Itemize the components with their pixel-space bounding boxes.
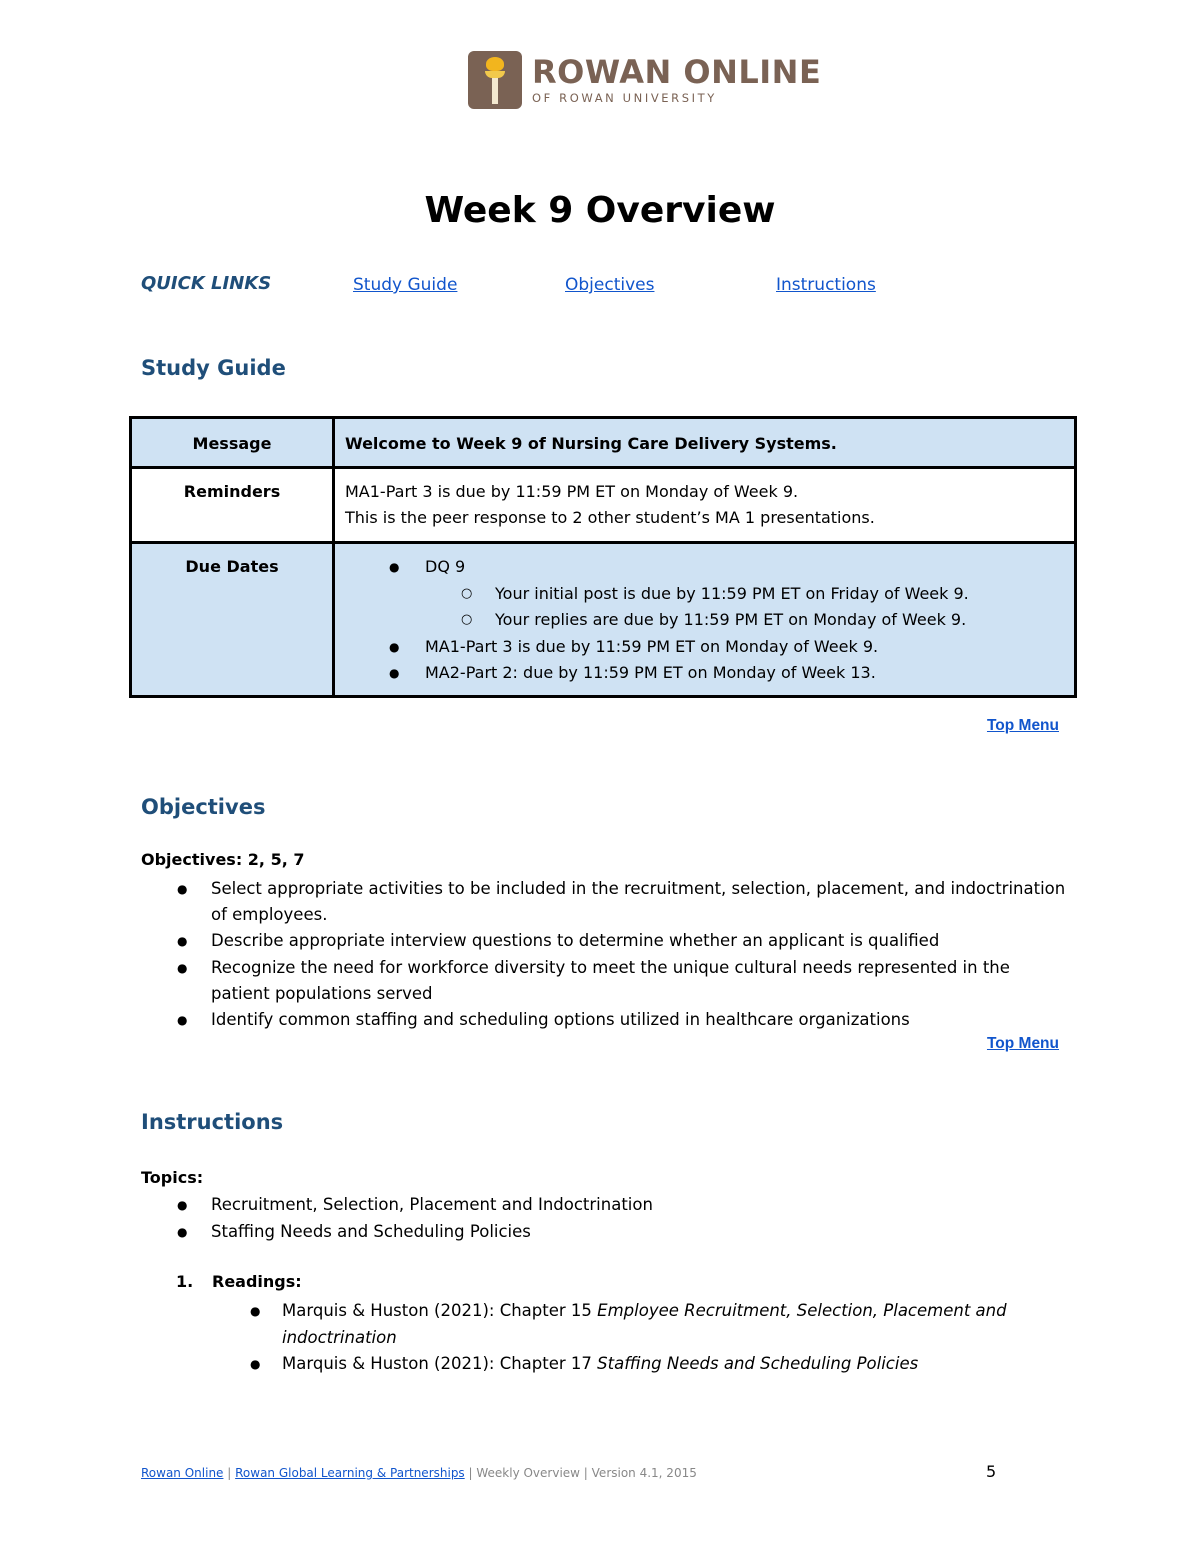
list-item: ● Recognize the need for workforce diversity to meet the unique cultural needs represented in the patient populations served [141, 955, 1071, 1007]
page-title: Week 9 Overview [424, 190, 776, 231]
footer [141, 1466, 697, 1480]
list-item: ● Identify common staffing and scheduling options utilized in healthcare organizations [141, 1007, 1071, 1033]
footer-separator: | [223, 1466, 236, 1480]
top-menu-link[interactable]: Top Menu [986, 1035, 1059, 1052]
footer-text: | Weekly Overview | Version 4.1, 2015 [464, 1466, 697, 1480]
reminder-line: This is the peer response to 2 other student’s MA 1 presentations. [345, 508, 875, 527]
footer-link-rowan-online[interactable]: Rowan Online [141, 1466, 224, 1480]
list-item: ● Staffing Needs and Scheduling Policies [141, 1219, 1071, 1246]
reading-title: Staffing Needs and Scheduling Policies [597, 1354, 919, 1373]
table-row-message [131, 418, 1076, 468]
table-row-reminders [131, 468, 1076, 543]
topics-list [141, 1192, 1071, 1245]
study-guide-heading: Study Guide [141, 356, 286, 380]
reading-title: Employee Recruitment, Selection, Placement and indoctrination [282, 1301, 1007, 1347]
logo-sub-text: OF ROWAN UNIVERSITY [532, 91, 717, 105]
footer-link-global-learning[interactable]: Rowan Global Learning & Partnerships [235, 1466, 465, 1480]
objectives-subheading: Objectives: 2, 5, 7 [141, 850, 305, 869]
list-item [212, 1298, 1062, 1351]
instructions-heading: Instructions [141, 1110, 284, 1134]
readings-number: 1. [176, 1272, 194, 1291]
due-item-ma1: ● MA1-Part 3 is due by 11:59 PM ET on Monday of Week 9. [381, 634, 1064, 661]
torch-icon [468, 51, 522, 109]
readings-label: Readings: [212, 1272, 302, 1291]
due-dates-cell [334, 543, 1076, 697]
objectives-heading: Objectives [141, 795, 266, 819]
due-item-dq: ● DQ 9 ○ Your initial post is due by 11:59 PM ET on Friday of Week 9. ○ Your replies are due by 11:59 PM ET on Monday of Week 9. [381, 554, 1064, 634]
readings-list [212, 1298, 1062, 1378]
list-item: ● Describe appropriate interview questions to determine whether an applicant is qualified [141, 928, 1071, 954]
objectives-list [141, 876, 1071, 1033]
due-subitem: ○ Your initial post is due by 11:59 PM ET on Friday of Week 9. [451, 581, 1064, 608]
reminder-line: MA1-Part 3 is due by 11:59 PM ET on Monday of Week 9. [345, 482, 799, 501]
table-row-due-dates [131, 543, 1076, 697]
due-dates-label: Due Dates [131, 543, 334, 697]
message-text: Welcome to Week 9 of Nursing Care Delivery Systems. [334, 418, 1076, 468]
due-item-ma2: ● MA2-Part 2: due by 11:59 PM ET on Monday of Week 13. [381, 660, 1064, 687]
study-guide-table [129, 416, 1077, 698]
quick-link-objectives[interactable]: Objectives [565, 275, 655, 295]
reminders-label: Reminders [131, 468, 334, 543]
logo-main-text: ROWAN ONLINE [532, 53, 822, 91]
topics-label: Topics: [141, 1168, 204, 1187]
message-label: Message [131, 418, 334, 468]
quick-link-instructions[interactable]: Instructions [776, 275, 876, 295]
list-item [212, 1351, 1062, 1378]
quick-link-study-guide[interactable]: Study Guide [353, 275, 458, 295]
reminders-cell [334, 468, 1076, 543]
list-item: ● Recruitment, Selection, Placement and Indoctrination [141, 1192, 1071, 1219]
due-subitem: ○ Your replies are due by 11:59 PM ET on Monday of Week 9. [451, 607, 1064, 634]
page-number: 5 [986, 1462, 997, 1481]
rowan-online-logo [468, 50, 821, 110]
reading-source: Marquis & Huston (2021): Chapter 15 [282, 1301, 598, 1320]
top-menu-link[interactable]: Top Menu [986, 717, 1059, 734]
quick-links-label: QUICK LINKS [141, 273, 272, 294]
reading-source: Marquis & Huston (2021): Chapter 17 [282, 1354, 598, 1373]
list-item: ● Select appropriate activities to be included in the recruitment, selection, placement, and indoctrination of employees. [141, 876, 1071, 928]
